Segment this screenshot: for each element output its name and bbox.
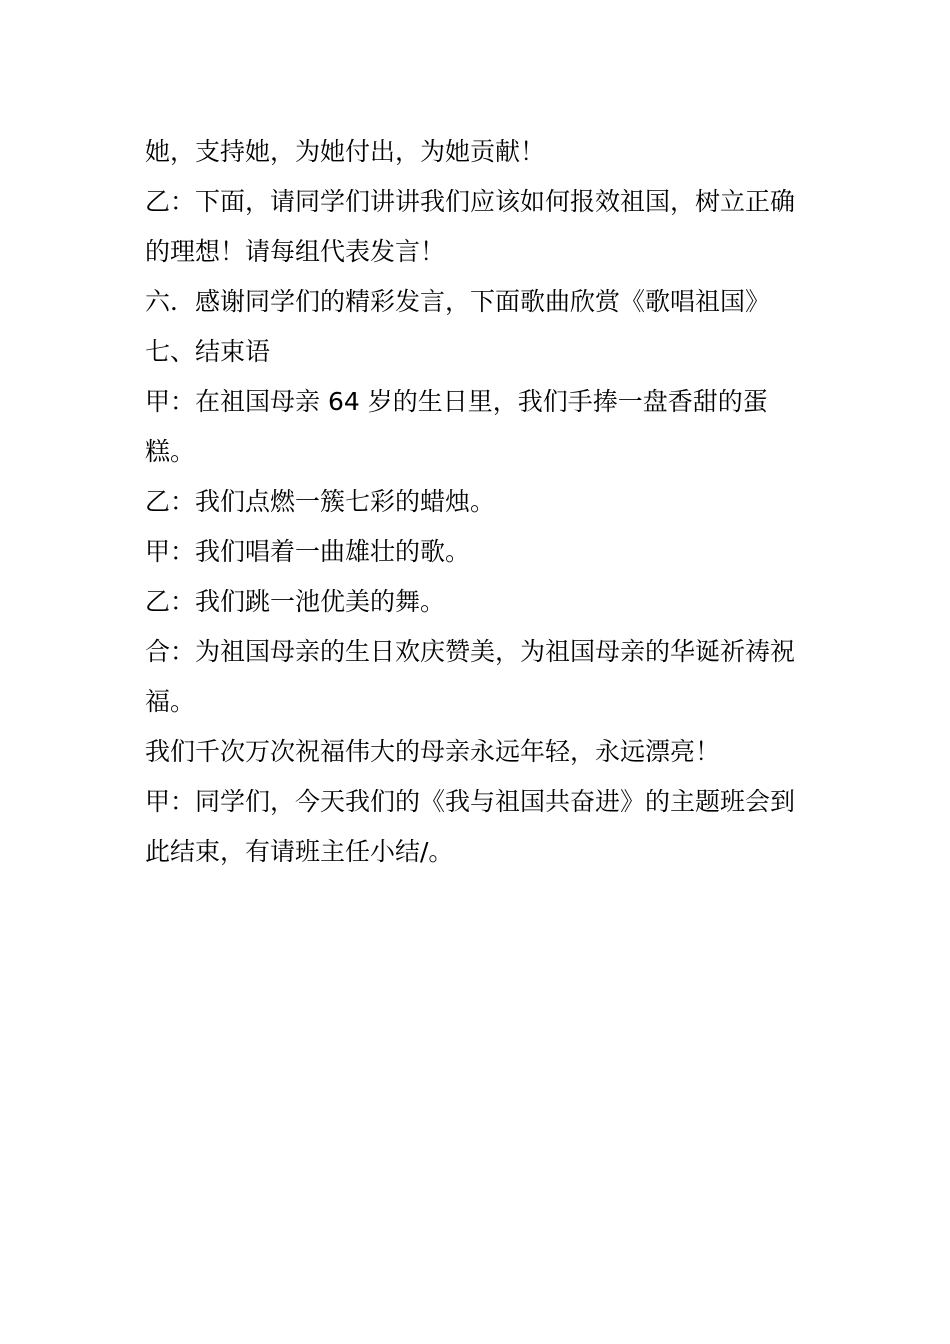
paragraph: 合：为祖国母亲的生日欢庆赞美，为祖国母亲的华诞祈祷祝福。	[145, 637, 796, 716]
paragraph: 甲：同学们，今天我们的《我与祖国共奋进》的主题班会到此结束，有请班主任小结/。	[145, 787, 796, 866]
paragraph: 乙：我们点燃一簇七彩的蜡烛。	[145, 487, 496, 516]
paragraph: 甲：在祖国母亲 64 岁的生日里，我们手捧一盘香甜的蛋糕。	[145, 387, 768, 466]
paragraph: 她，支持她，为她付出，为她贡献！	[145, 137, 546, 166]
paragraph: 甲：我们唱着一曲雄壮的歌。	[145, 537, 471, 566]
document-body	[145, 127, 815, 877]
paragraph: 乙：下面，请同学们讲讲我们应该如何报效祖国，树立正确的理想！请每组代表发言！	[145, 187, 796, 266]
paragraph: 六．感谢同学们的精彩发言，下面歌曲欣赏《歌唱祖国》	[145, 287, 771, 316]
section-heading: 七、结束语	[145, 337, 271, 366]
paragraph: 乙：我们跳一池优美的舞。	[145, 587, 446, 616]
paragraph: 我们千次万次祝福伟大的母亲永远年轻，永远漂亮！	[145, 737, 721, 766]
